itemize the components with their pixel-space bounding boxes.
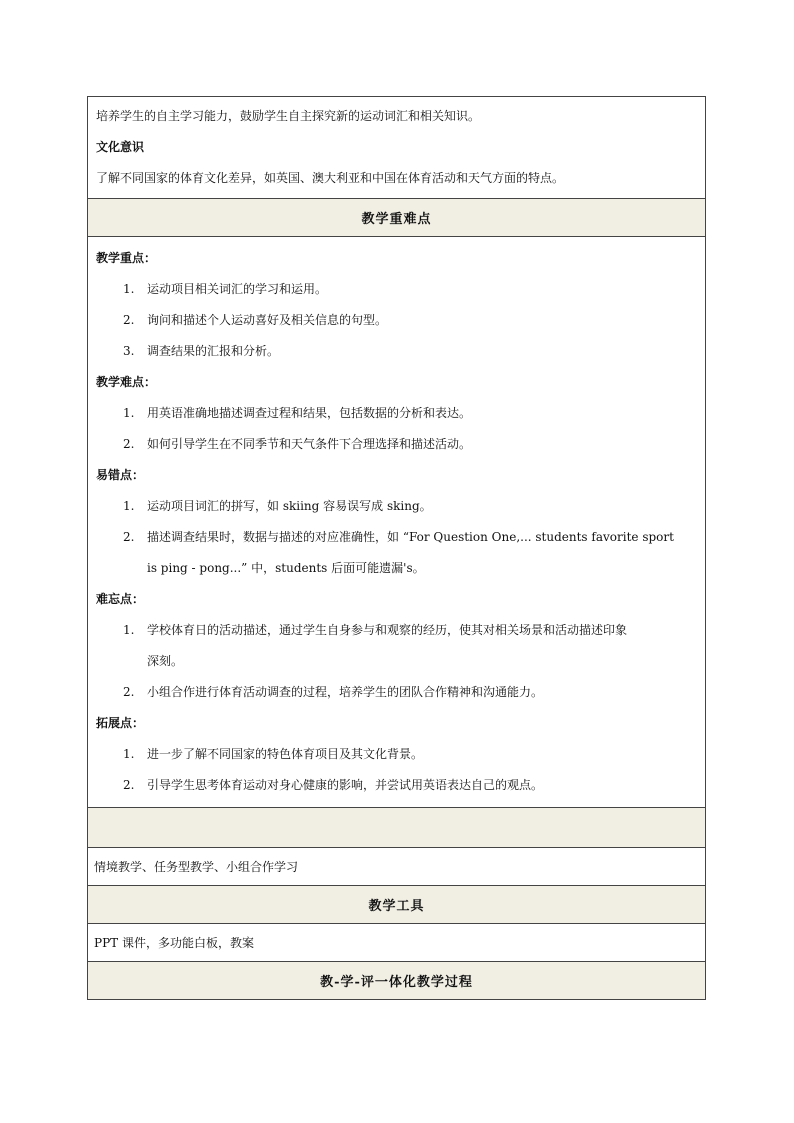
hard-title: 难忘点： — [96, 592, 145, 606]
ext-title: 拓展点： — [96, 716, 145, 730]
list-item: 1. 用英语准确地描述调查过程和结果，包括数据的分析和表达。 — [123, 406, 472, 420]
key-difficulty-section — [88, 236, 705, 807]
list-item-continuation: is ping - pong...” 中，students 后面可能遗漏's。 — [147, 561, 425, 575]
objective-line: 培养学生的自主学习能力，鼓励学生自主探究新的运动词汇和相关知识。 — [96, 109, 481, 123]
key-difficulty-header: 教学重难点 — [88, 198, 705, 236]
list-item: 2. 询问和描述个人运动喜好及相关信息的句型。 — [123, 313, 388, 327]
objectives-section — [88, 97, 705, 198]
list-item: 1. 学校体育日的活动描述，通过学生自身参与和观察的经历，使其对相关场景和活动描述印象 — [123, 623, 628, 637]
difficult-title: 教学难点： — [96, 375, 157, 389]
list-item: 3. 调查结果的汇报和分析。 — [123, 344, 280, 358]
list-item: 1. 运动项目词汇的拼写，如 skiing 容易误写成 sking。 — [123, 499, 432, 513]
error-title: 易错点： — [96, 468, 145, 482]
list-item: 2. 如何引导学生在不同季节和天气条件下合理选择和描述活动。 — [123, 437, 472, 451]
lesson-plan-table — [87, 96, 706, 1000]
methods-header — [88, 807, 705, 847]
list-item-continuation: 深刻。 — [147, 654, 184, 668]
list-item: 2. 引导学生思考体育运动对身心健康的影响，并尝试用英语表达自己的观点。 — [123, 778, 544, 792]
culture-text: 了解不同国家的体育文化差异，如英国、澳大利亚和中国在体育活动和天气方面的特点。 — [96, 171, 565, 185]
methods-text: 情境教学、任务型教学、小组合作学习 — [88, 847, 705, 885]
tools-text: PPT 课件，多功能白板，教案 — [88, 923, 705, 961]
process-header: 教-学-评一体化教学过程 — [88, 961, 705, 999]
focus-title: 教学重点： — [96, 251, 157, 265]
list-item: 1. 运动项目相关词汇的学习和运用。 — [123, 282, 328, 296]
list-item: 2. 小组合作进行体育活动调查的过程，培养学生的团队合作精神和沟通能力。 — [123, 685, 544, 699]
culture-title: 文化意识 — [96, 140, 145, 154]
tools-header: 教学工具 — [88, 885, 705, 923]
list-item: 2. 描述调查结果时，数据与描述的对应准确性，如 “For Question One,... students favorite sport — [123, 530, 674, 544]
list-item: 1. 进一步了解不同国家的特色体育项目及其文化背景。 — [123, 747, 424, 761]
